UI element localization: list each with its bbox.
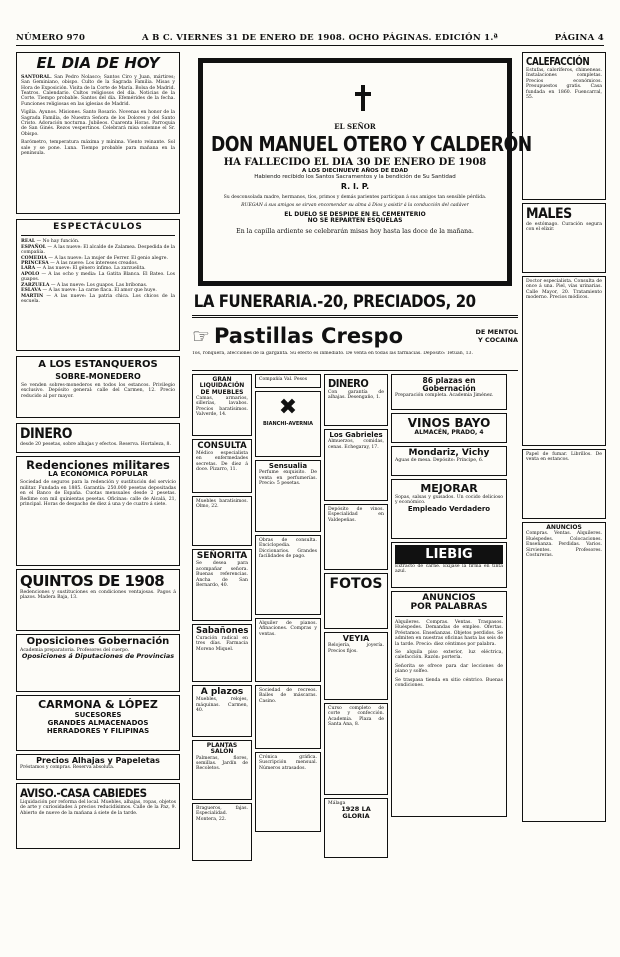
anuncios-title: ANUNCIOS [422, 593, 476, 603]
aviso-ad: AVISO.-CASA CABIEDES Liquidación por reforma del local. Muebles, alhajas, ropas, objetos de arte y curiosidades á precios reducidísimos. Calle de la Paz, 9. Abierto de nueve de la mañana á siete de la tarde. [16, 783, 180, 849]
el-dia-de-hoy-box: EL DIA DE HOY SANTORAL. San Pedro Nolasco; Santos Ciro y Juan, mártires; San Geminiano, obispo. Culto de la Sagrada Familia. Misas y Hora de Exposición. Visita de la Corte de María. Bolsa de Madrid. Teatros. Calendario. Cultos religiosos del día. Noticias de la Corte. Tiempo probable. Santos del día. Efemérides de la fecha. Funciones religiosas en las iglesias de Madrid. Vigilia. Ayunos. Misiones. Santo Rosario. Novenas en honor de la Sagrada Familia, de Nuestra Señora de los Dolores y del Santo Cristo. Adoración nocturna. Jubileos. Cuarenta Horas. Parroquia de San Ginés. Rezos vespertinos. Celebrará misa solemne el Sr. Obispo. Barómetro, temperatura máxima y mínima. Viento reinante. Sol sale y se pone. Luna. Tiempo probable para mañana en la península. [16, 52, 180, 214]
obit-rip: R. I. P. [340, 182, 370, 192]
males-title: MALES [526, 206, 572, 222]
obit-misa: En la capilla ardiente se celebrarán misas hoy hasta las doce de la mañana. [236, 228, 474, 236]
oposiciones-title: Oposiciones Gobernación [26, 636, 170, 647]
crossed-bars-icon: ✖ [278, 395, 298, 420]
espectaculos-box: ESPECTÁCULOS REAL — No hay función. ESPAÑOL — A las nueve: El alcalde de Zalamea. Despedida de la compañía. COMEDIA — A las nueve: La mujer de Ferrer. El genio alegre. PRINCESA — A las nueve: Los intereses creados. LARA — A las nueve: El género ínfimo. La zarzuelita. APOLO — A las ocho y media: La Gatita Blanca. El Bateo. Los guapos. ZARZUELA — A las nueve: Los guapos. Las bribonas. ESLAVA — A las nueve: La carne flaca. El amor que huye. MARTIN — A las nueve: La patria chica. Los chicos de la escuela. [16, 219, 180, 351]
reduce-title: Precios Alhajas y Papeletas [36, 756, 160, 765]
redenciones-ad: Redenciones militares LA ECONÓMICA POPULAR Sociedad de seguros para la redención y sustitución del servicio militar. Fundada en 1885. Garantía: 250.000 pesetas depositadas en el Banco de España. Cuotas mensuales desde 2 pesetas. Redime con mil quinientas pesetas. Oficinas: calle de Alcalá, 21, principal. Horas de despacho de diez á una y de cuatro á siete. [16, 456, 180, 566]
palabras-title: POR PALABRAS [410, 602, 488, 613]
left-column [16, 52, 180, 852]
pastillas-ad: ☞ Pastillas Crespo DE MENTOL Y COCAINA [192, 323, 518, 348]
oposiciones-ad: Oposiciones Gobernación Academia preparatoria. Profesores del cuerpo. Oposiciones á Diputaciones de Provincias [16, 634, 180, 692]
mid-col-a: GRAN LIQUIDACIÓN DE MUEBLES Camas, armarios, sillerías, lavabos. Precios baratísimos. Valverde, 14. CONSULTA Médico especialista en enfermedades secretas. De diez á doce. Pizarro, 11. Muebles baratísimos. Olmo, 22. SEÑORITA Se desea para acompañar señora. Buenas referencias. Ancha de San Bernardo, 40. Sabañones Curación radical en tres días. Farmacia Moreno Miquel. A plazos Muebles, relojes, máquinas. Carmen, 40. PLANTAS SALÓN Palmeras, flores, semillas. Jardín de Recoletos. Bragueros, fajas. Especialidad. Montera, 22. [192, 374, 252, 864]
el-dia-title: EL DIA DE HOY [36, 54, 160, 72]
issue-date: A B C. VIERNES 31 DE ENERO DE 1908. OCHO PÁGINAS. EDICIÓN 1.ª [141, 32, 499, 43]
quintos-ad: QUINTOS DE 1908 Redenciones y sustituciones en condiciones ventajosas. Pagos á plazos. Madera Baja, 13. [16, 569, 180, 631]
estanqueros-sub: SOBRE-MONEDERO [55, 371, 141, 381]
calefaccion-ad: CALEFACCIÓN Estufas, caloríferos, chimeneas. Instalaciones completas. Precios económicos. Presupuestos gratis. Casa fundada en 1860. Fuencarral, 55. [522, 52, 606, 200]
redenciones-sub: LA ECONÓMICA POPULAR [48, 470, 148, 479]
carmona-ad: CARMONA & LÓPEZ SUCESORES GRANDES ALMACENADOS HERRADORES Y FILIPINAS [16, 695, 180, 751]
estanqueros-title: A LOS ESTANQUEROS [38, 359, 158, 370]
issue-number: NÚMERO 970 [16, 32, 86, 43]
obit-el-senor: EL SEÑOR [334, 122, 376, 131]
liebig-logo: LIEBIG [395, 545, 503, 564]
redenciones-title: Redenciones militares [26, 458, 170, 472]
obit-ruegan: RUEGAN á sus amigos se sirvan encomendar su alma á Dios y asistir á la conducción del cadáver [241, 203, 469, 209]
right-column: CALEFACCIÓN Estufas, caloríferos, chimeneas. Instalaciones completas. Precios económicos. Presupuestos gratis. Casa fundada en 1860. Fuencarral, 55. MALES de estómago. Curación segura con el elixir. Doctor especialista. Consulta de once á una. Piel, vías urinarias. Calle Mayor, 20. Tratamiento moderno. Precios módicos. Papel de fumar. Librillos. De venta en estancos. ANUNCIOS Compras. Ventas. Alquileres. Huéspedes. Colocaciones. Enseñanza. Perdidas. Varios. Sirvientes. Profesores. Costureras. [522, 52, 606, 825]
espectaculos-title: ESPECTÁCULOS [53, 222, 143, 232]
page-number: PÁGINA 4 [554, 32, 604, 43]
right-anuncios: ANUNCIOS Compras. Ventas. Alquileres. Huéspedes. Colocaciones. Enseñanza. Perdidas. Varios. Sirvientes. Profesores. Costureras. [522, 522, 606, 822]
oposiciones-sub: Oposiciones á Diputaciones de Provincias [21, 651, 175, 660]
reduce-ad: Precios Alhajas y Papeletas Préstamos y compras. Reserva absoluta. [16, 754, 180, 780]
center-column: EL SEÑOR DON MANUEL OTERO Y CALDERÓN HA FALLECIDO EL DIA 30 DE ENERO DE 1908 A LOS DIECINUEVE AÑOS DE EDAD Habiendo recibido los Santos Sacramentos y la bendición de Su Santidad R. I. P. Su desconsolada madre, hermanos, tíos, primos y demás parientes participan á sus amigos tan sensible pérdida. RUEGAN á sus amigos se sirvan encomendar su alma á Dios y asistir á la conducción del cadáver EL DUELO SE DESPIDE EN EL CEMENTERIO NO SE REPARTEN ESQUELAS En la capilla ardiente se celebrarán misas hoy hasta las doce de la mañana. LA FUNERARIA.-20, PRECIADOS, 20 ☞ Pastillas Crespo DE MENTOL Y COCAINA Tos, ronquera, afecciones de la garganta. Su efecto es inmediato. De venta en todas las farmacias. Depósito: Tetuán, 13. GRAN LIQUIDACIÓN DE MUEBLES Camas, armarios, sillerías, lavabos. Precios baratísimos. Valverde, 14. CONSULTA Médico especialista en enfermedades secretas. De diez á doce. Pizarro, 11. Muebles baratísimos. Olmo, 22. SEÑORITA Se desea para acompañar señora. Buenas referencias. Ancha de San Bernardo, 40. Sabañones Curación radical en tres días. Farmacia Moreno Miquel. A plazos Muebles, relojes, máquinas. Carmen, 40. PLANTAS SALÓN Palmeras, flores, semillas. Jardín de Recoletos. Bragueros, fajas. Especialidad. Montera, 22. Compañía Val. Pesos ✖ BIANCHI-AVERNIA Sensualia Perfume exquisito. De venta en perfumerías. Precio: 5 pesetas. Obras de consulta. Enciclopedia. Diccionarios. Grandes facilidades de pago. Alquiler de pianos. Afinaciones. Compras y ventas. Sociedad de recreos. Bailes de máscaras. Casino. Crónica gráfica. Suscripción mensual. Números atrasados. DINERO Con garantía de alhajas. Desengaño, 1. Los Gabrieles Almuerzos, comidas, cenas. Echegaray, 17. Depósito de vinos. Especialidad en Valdepeñas. FOTOS VEYIA Relojería, joyería. Precios fijos. Curso completo de corte y confección. Academia. Plaza de Santa Ana, 8. Málaga 1928 LA GLORIA 86 plazas en Gobernación Preparación completa. Academia Jiménez. VINOS BAYO ALMACÉN, PRADO, 4 Mondariz, Vichy Aguas de mesa. Depósito: Príncipe, 6. MEJORAR Sopas, salsas y guisados. Un cocido delicioso y económico. Empleado Verdadero LIEBIG Extracto de carne. Exíjase la firma en tinta azul. ANUNCIOS POR PALABRAS Alquileres. Compras. Ventas. Traspasos. Huéspedes. Demandas de empleo. Ofertas. Préstamos. Enseñanzas. Objetos perdidos. Se admiten en nuestras oficinas hasta las seis de la tarde. Precio: diez céntimos por palabra. Se alquila piso exterior, luz eléctrica, calefacción. Razón: portería. Señorita se ofrece para dar lecciones de piano y solfeo. Se traspasa tienda en sitio céntrico. Buenas condiciones. [192, 52, 518, 864]
dinero-ad: DINERO desde 20 pesetas, sobre alhajas y efectos. Reserva. Hortaleza, 8. [16, 423, 180, 453]
estanqueros-ad: A LOS ESTANQUEROS SOBRE-MONEDERO Se venden sobres-monederos en todos los estancos. Privilegio exclusivo. Depósito general: calle del Carmen, 12. Precio reducido al por mayor. [16, 356, 180, 418]
mid-col-c: DINERO Con garantía de alhajas. Desengaño, 1. Los Gabrieles Almuerzos, comidas, cenas. Echegaray, 17. Depósito de vinos. Especialidad en Valdepeñas. FOTOS VEYIA Relojería, joyería. Precios fijos. Curso completo de corte y confección. Academia. Plaza de Santa Ana, 8. Málaga 1928 LA GLORIA [324, 374, 388, 864]
mid-col-b: Compañía Val. Pesos ✖ BIANCHI-AVERNIA Sensualia Perfume exquisito. De venta en perfumerías. Precio: 5 pesetas. Obras de consulta. Enciclopedia. Diccionarios. Grandes facilidades de pago. Alquiler de pianos. Afinaciones. Compras y ventas. Sociedad de recreos. Bailes de máscaras. Casino. Crónica gráfica. Suscripción mensual. Números atrasados. [255, 374, 321, 864]
obit-name: DON MANUEL OTERO Y CALDERÓN [211, 132, 532, 157]
aviso-title: AVISO.-CASA CABIEDES [20, 786, 147, 800]
page-header [16, 30, 604, 46]
obituary-box: EL SEÑOR DON MANUEL OTERO Y CALDERÓN HA FALLECIDO EL DIA 30 DE ENERO DE 1908 A LOS DIECINUEVE AÑOS DE EDAD Habiendo recibido los Santos Sacramentos y la bendición de Su Santidad R. I. P. Su desconsolada madre, hermanos, tíos, primos y demás parientes participan á sus amigos tan sensible pérdida. RUEGAN á sus amigos se sirvan encomendar su alma á Dios y asistir á la conducción del cadáver EL DUELO SE DESPIDE EN EL CEMENTERIO NO SE REPARTEN ESQUELAS En la capilla ardiente se celebrarán misas hoy hasta las doce de la mañana. [198, 58, 512, 286]
santoral-label: SANTORAL. [21, 74, 52, 80]
center-col-d: 86 plazas en Gobernación Preparación completa. Academia Jiménez. VINOS BAYO ALMACÉN, PRADO, 4 Mondariz, Vichy Aguas de mesa. Depósito: Príncipe, 6. MEJORAR Sopas, salsas y guisados. Un cocido delicioso y económico. Empleado Verdadero LIEBIG Extracto de carne. Exíjase la firma en tinta azul. ANUNCIOS POR PALABRAS Alquileres. Compras. Ventas. Traspasos. Huéspedes. Demandas de empleo. Ofertas. Préstamos. Enseñanzas. Objetos perdidos. Se admiten en nuestras oficinas hasta las seis de la tarde. Precio: diez céntimos por palabra. Se alquila piso exterior, luz eléctrica, calefacción. Razón: portería. Señorita se ofrece para dar lecciones de piano y solfeo. Se traspasa tienda en sitio céntrico. Buenas condiciones. [391, 374, 507, 864]
males-ad: MALES de estómago. Curación segura con el elixir. [522, 203, 606, 273]
cross-icon [355, 85, 371, 111]
hand-pointer-icon: ☞ [192, 324, 210, 348]
calefaccion-title: CALEFACCIÓN [526, 55, 590, 68]
dinero-title: DINERO [20, 426, 73, 442]
pastillas-title: Pastillas Crespo [213, 323, 404, 348]
carmona-title: CARMONA & LÓPEZ [38, 698, 158, 711]
quintos-title: QUINTOS DE 1908 [20, 572, 165, 590]
classified-grid [192, 374, 518, 864]
funeraria-banner: LA FUNERARIA.-20, PRECIADOS, 20 [193, 292, 476, 312]
obit-died: HA FALLECIDO EL DIA 30 DE ENERO DE 1908 [223, 157, 487, 169]
